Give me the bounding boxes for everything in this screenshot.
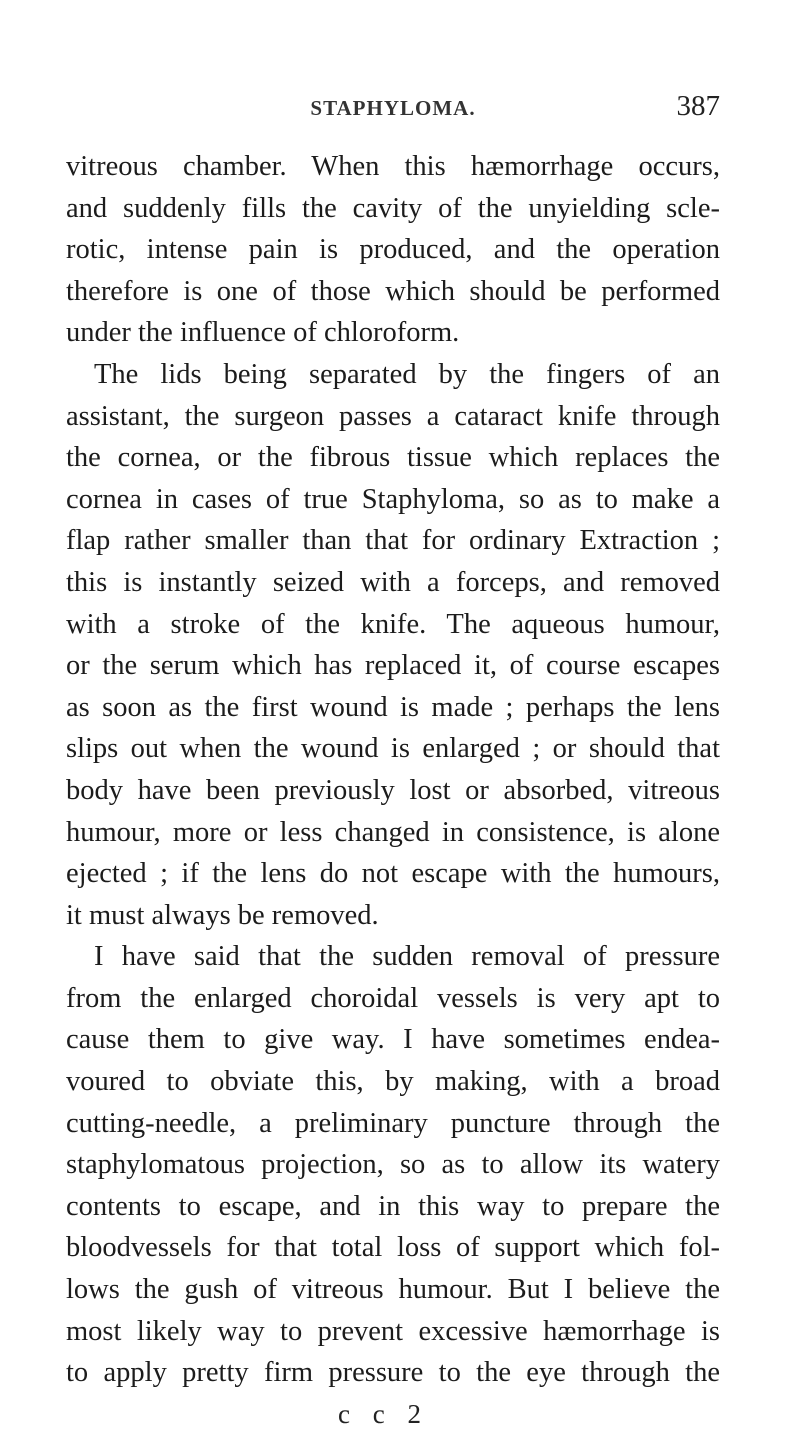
text-line: most likely way to prevent excessive hæmorrhage is (66, 1315, 720, 1347)
text-line: the cornea, or the fibrous tissue which replaces the (66, 442, 720, 474)
text-line: body have been previously lost or absorbed, vitreous (66, 774, 720, 806)
body-text (66, 146, 720, 1394)
text-line: bloodvessels for that total loss of support which fol- (66, 1232, 720, 1264)
text-line: vitreous chamber. When this hæmorrhage occurs, (66, 151, 720, 182)
text-line: contents to escape, and in this way to prepare the (66, 1190, 720, 1222)
text-line: staphylomatous projection, so as to allow its watery (66, 1149, 720, 1181)
text-line: therefore is one of those which should be performed (66, 275, 720, 307)
text-line: I have said that the sudden removal of pressure (94, 941, 720, 973)
text-line: humour, more or less changed in consistence, is alone (66, 816, 720, 848)
text-line: or the serum which has replaced it, of course escapes (66, 650, 720, 682)
text-line: flap rather smaller than that for ordinary Extraction ; (66, 525, 720, 557)
running-title: STAPHYLOMA. (310, 96, 476, 120)
text-line: assistant, the surgeon passes a cataract knife through (66, 400, 720, 432)
text-line: this is instantly seized with a forceps, and removed (66, 566, 720, 598)
text-line: to apply pretty firm pressure to the eye through the (66, 1357, 720, 1389)
text-line: with a stroke of the knife. The aqueous humour, (66, 608, 720, 640)
book-page (66, 90, 720, 1434)
text-line: and suddenly fills the cavity of the unyielding scle- (66, 192, 720, 224)
text-line: rotic, intense pain is produced, and the operation (66, 234, 720, 266)
page-number: 387 (676, 90, 720, 122)
text-line: cornea in cases of true Staphyloma, so as to make a (66, 483, 720, 515)
text-line: ejected ; if the lens do not escape with the humours, (66, 858, 720, 890)
text-line: lows the gush of vitreous humour. But I believe the (66, 1274, 720, 1306)
text-line: slips out when the wound is enlarged ; or should that (66, 733, 720, 765)
text-line: from the enlarged choroidal vessels is very apt to (66, 982, 720, 1014)
text-line: under the influence of chloroform. (66, 317, 460, 349)
running-header (66, 90, 720, 136)
text-line: cause them to give way. I have sometimes endea- (66, 1024, 720, 1056)
signature-mark: c c 2 (338, 1398, 429, 1429)
text-line: cutting-needle, a preliminary puncture through the (66, 1107, 720, 1139)
text-line: as soon as the first wound is made ; perhaps the lens (66, 691, 720, 723)
text-line: voured to obviate this, by making, with a broad (66, 1066, 720, 1098)
text-line: it must always be removed. (66, 899, 379, 931)
text-line: The lids being separated by the fingers of an (94, 358, 720, 390)
